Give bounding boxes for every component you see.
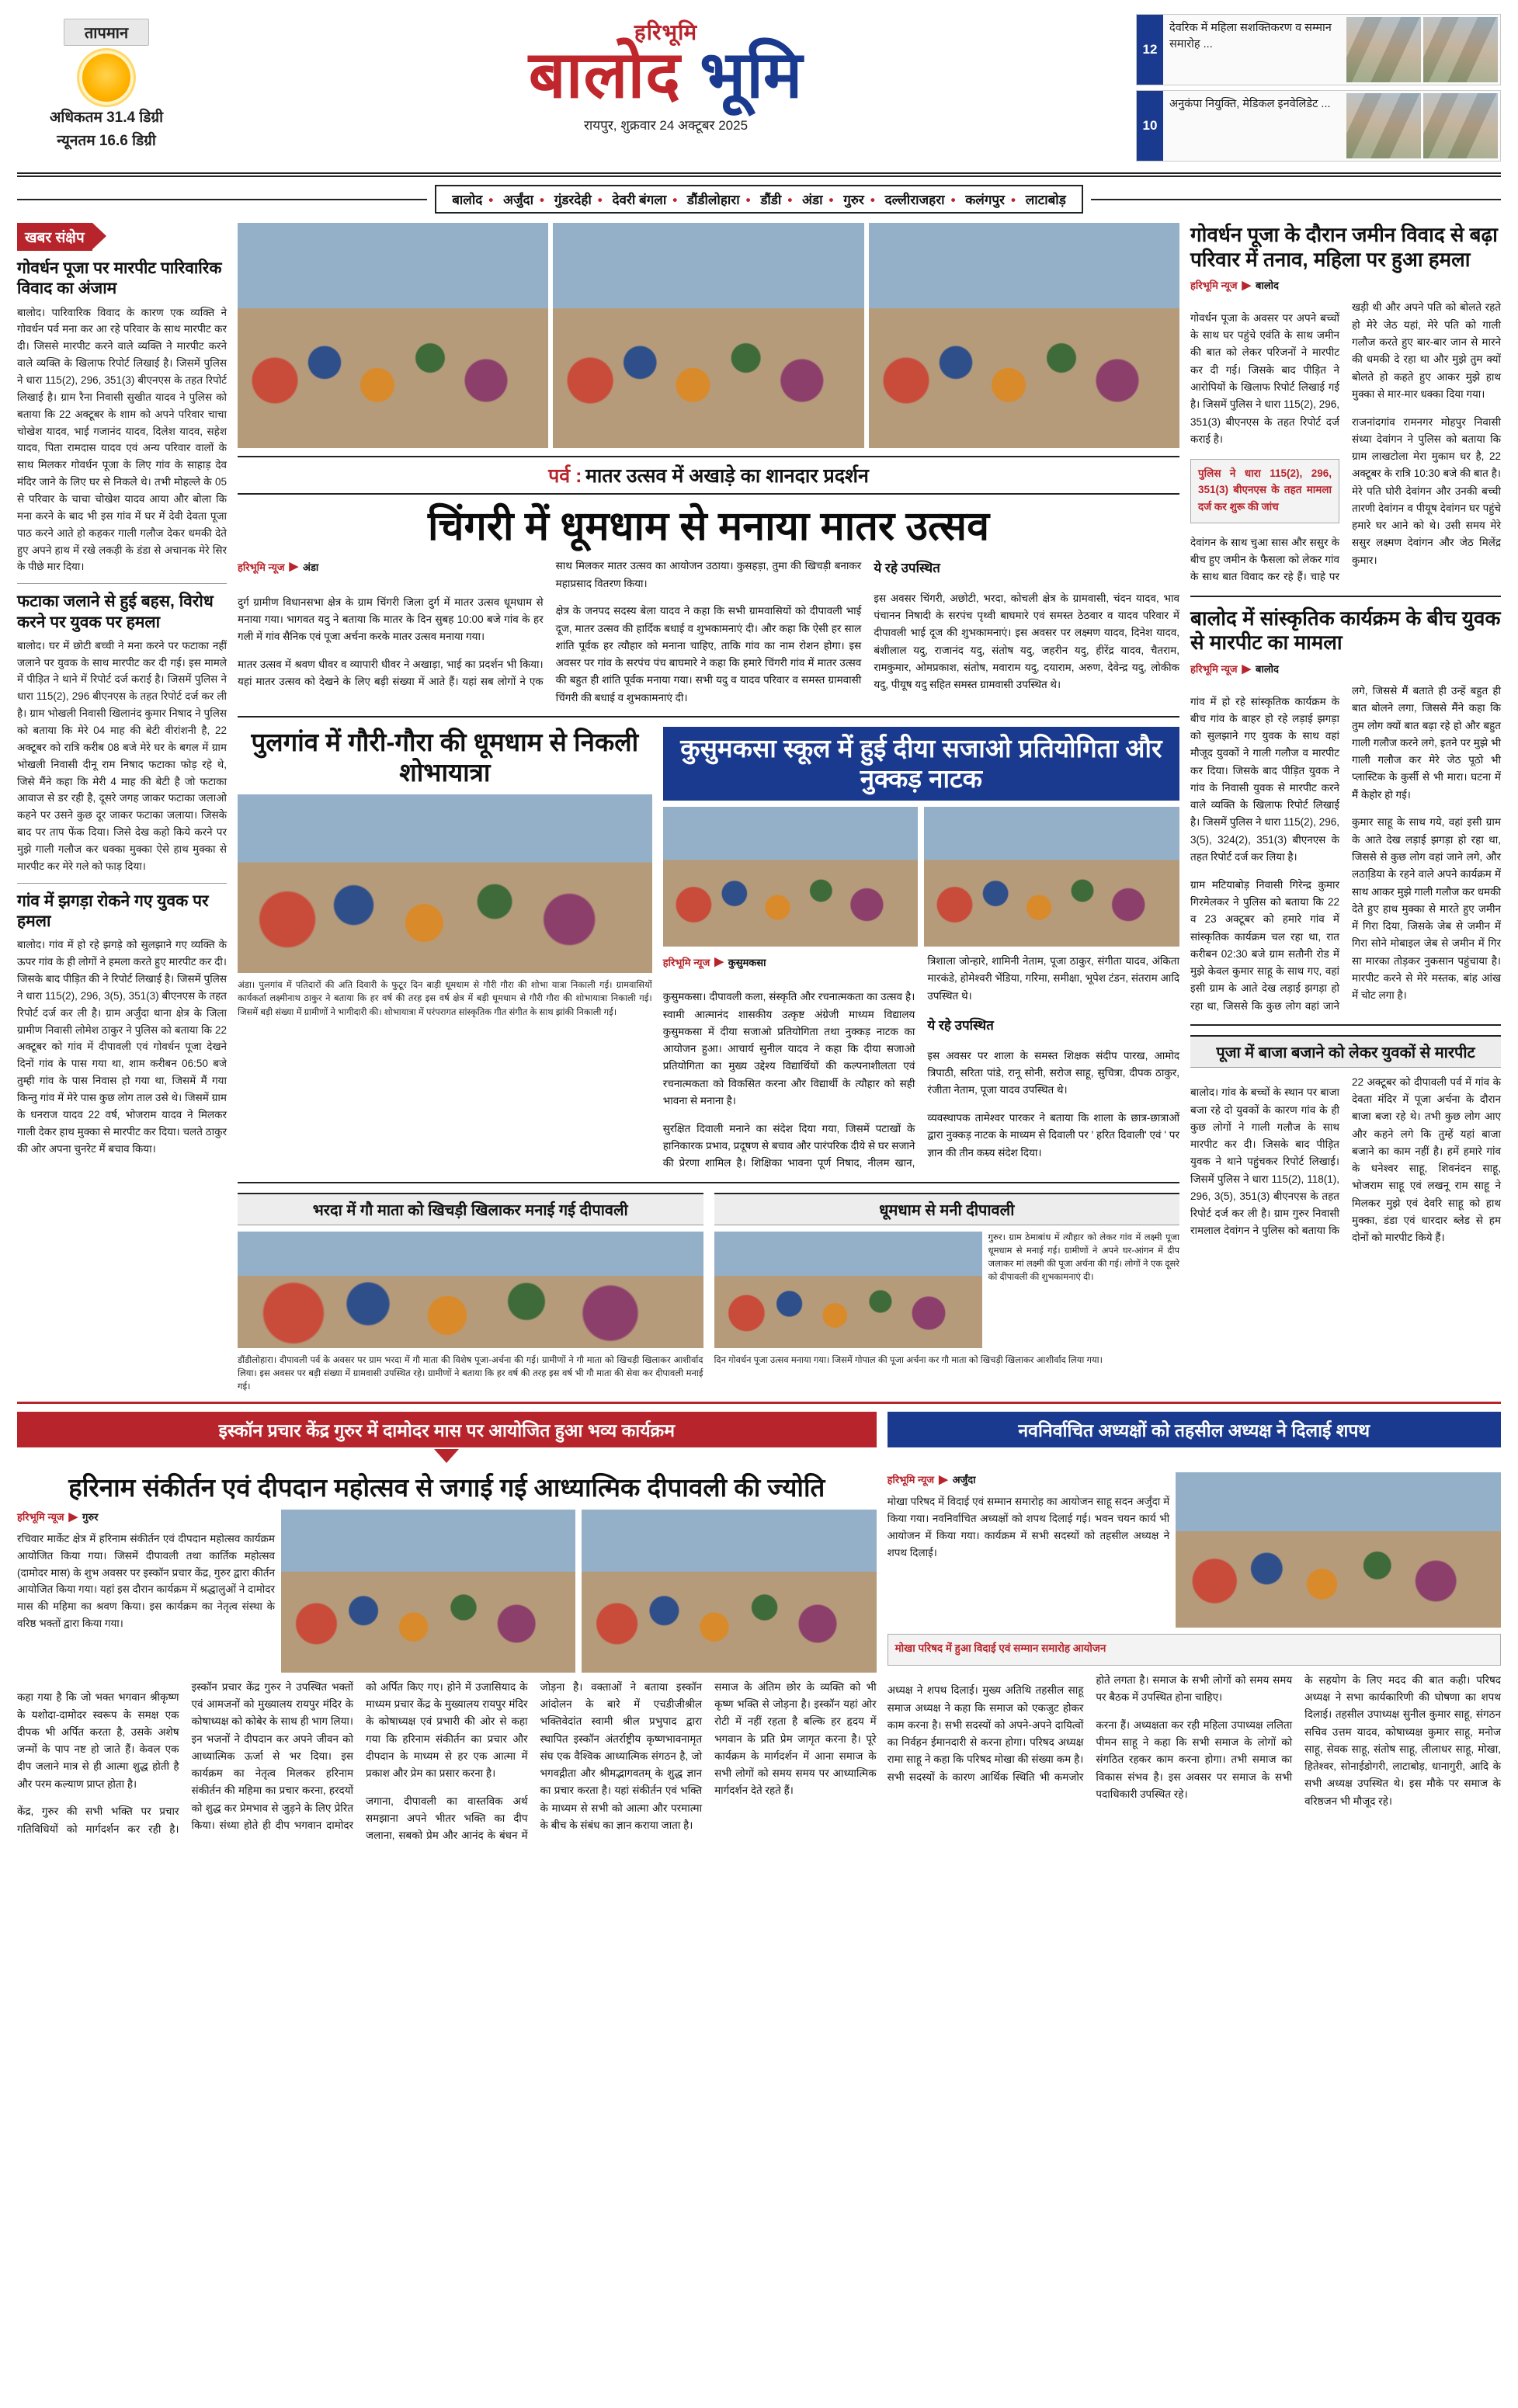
balod-fight-para-1: गांव में हो रहे सांस्कृतिक कार्यक्रम के बीच गांव के बाहर हो रहे लड़ाई झगड़ा को सुलझाने गए युवक के साथ वहां मौजूद युवकों ने गाली गलौज व मारपीट कर दिया। जिसके बाद पीड़ित युवक ने गांव के निवासी युवक से मारपीट करने वाले व्यक्ति के खिलाफ रिपोर्ट लिखाई है। जिसमें पुलिस ने धारा 115(2), 296, 3(5), 324(2), 351(3) बीएनएस के तहत रिपोर्ट दर्ज कर लिया है। bbox=[1190, 695, 1339, 863]
banner-row bbox=[17, 1412, 1501, 1463]
arrow-icon: ▶ bbox=[939, 1473, 948, 1487]
news-brief-tab: खबर संक्षेप bbox=[17, 223, 92, 251]
brief-headline: गोवर्धन पूजा पर मारपीट पारिवारिक विवाद का अंजाम bbox=[17, 259, 222, 298]
harinam-photo bbox=[281, 1510, 575, 1673]
edition-2[interactable]: गुंडरदेही bbox=[554, 193, 592, 207]
divider bbox=[1190, 596, 1501, 597]
oath-para-3: करना हैं। अध्यक्षता कर रही महिला उपाध्यक्ष ललिता पीमन साहू ने कहा कि सभी समाज के लोगों को संगठित रहकर काम करना होगा। तभी समाज का विकास संभव है। इस अवसर पर समाज के सभी पदाधिकारी उपस्थित रहे। bbox=[1096, 1718, 1293, 1800]
edition-0[interactable]: बालोद bbox=[452, 193, 483, 207]
promo-page-number: 12 bbox=[1137, 15, 1163, 85]
bhardi-headline: भरदा में गौ माता को खिचड़ी खिलाकर मनाई गई दीपावली bbox=[238, 1193, 703, 1225]
arrow-icon: ▶ bbox=[1242, 279, 1252, 293]
iskcon-banner: इस्कॉन प्रचार केंद्र गुरुर में दामोदर मास पर आयोजित हुआ भव्य कार्यक्रम bbox=[17, 1412, 877, 1447]
bottom-strip-row bbox=[238, 1193, 1179, 1395]
section-label: पर्व : bbox=[548, 465, 582, 487]
balod-fight-para-2: ग्राम मटियाबोड़ निवासी गिरेन्द्र कुमार गिरमेलकर ने पुलिस को बताया कि 22 व 23 अक्टूबर को हमारे गांव में सांस्कृतिक कार्यक्रम चल रहा था, रात करीबन 02:30 बजे ग्राम सतौनी रोड में मुझे केवल कुमार साहू के साथ गए, वहां इसी ग्राम के आते देख लड़ाई झगड़ा हो रहा था, जिससे कि कुछ लोग वहां जाने लगे, जिससे मैं बताते ही उन्हें बहुत ही बात बोलने लगा, जिससे मैंने कहा कि तुम लोग क्यों बात बढ़ा रहे हो और बहुत गाली गलौज करने लगे, इतने पर मुझे भी गाली गलौज कर मेरे जेठ पूठो भी प्लास्टिक के कुर्सी से भी मारा। घटना में मैं केहोर हो गई। bbox=[1190, 685, 1501, 1012]
byline-brand: हरिभूमि न्यूज bbox=[1190, 280, 1238, 292]
kusumkasa-photo bbox=[663, 807, 919, 947]
oath-photo bbox=[1176, 1472, 1501, 1628]
govardhan-para-2: देवांगन के साथ चुआ सास और ससुर के बीच हुए जमीन के फैसला को लेकर गांव के साथ बात विवाद कर रहे हैं। चाहे पर खड़ी थी और अपने पति को बोलते रहते हो मेरे जेठ यहां, मेरे पति को गाली गलौज करते हुए बार-बार जान से मारने की धमकी दे रहा था और मुझे तुम क्यों बोलते हो कहते हुए आकर मुझे हाथ मुक्का से मार-मार धक्का दिया गया। bbox=[1190, 301, 1501, 583]
page-title bbox=[203, 38, 1128, 111]
byline-place: अर्जुंदा bbox=[952, 1474, 976, 1486]
oath-inset bbox=[888, 1634, 1501, 1666]
pulgaon-headline: पुलगांव में गौरी-गौरा की धूमधाम से निकली शोभायात्रा bbox=[251, 727, 639, 787]
byline bbox=[238, 558, 318, 577]
news-photo bbox=[869, 223, 1179, 448]
right-column bbox=[1190, 223, 1501, 1249]
harinam-photo bbox=[582, 1510, 876, 1673]
dhoomdham-photo-caption: दिन गोवर्धन पूजा उत्सव मनाया गया। जिसमें गोपाल की पूजा अर्चना कर गौ माता को खिचड़ी खिलाकर आशीर्वाद लिया गया। bbox=[714, 1355, 1103, 1365]
mid-stories-row bbox=[238, 727, 1179, 1173]
masthead bbox=[17, 14, 1501, 162]
oath-byline-col bbox=[888, 1472, 1170, 1628]
puja-baja-body bbox=[1190, 1074, 1501, 1249]
byline-place: बालोद bbox=[1256, 663, 1279, 676]
dhoomdham-headline: धूमधाम से मनी दीपावली bbox=[714, 1193, 1180, 1225]
harinam-byline-col bbox=[17, 1510, 275, 1673]
news-brief-column bbox=[17, 223, 227, 1157]
puja-baja-headline: पूजा में बाजा बजाने को लेकर युवकों से मारपीट bbox=[1190, 1035, 1501, 1068]
brief-body: बालोद। गांव में हो रहे झगड़े को सुलझाने गए व्यक्ति के ऊपर गांव के ही लोगों ने हमला करते हुए मारपीट कर दी। जिसके बाद पीड़ित की ने रिपोर्ट लिखाई है। जिसमें पुलिस ने धारा 115(2), 296, 3(5), 351(3) बीएनएस के तहत रिपोर्ट दर्ज कर ली है। ग्राम अर्जुंदा थाना क्षेत्र के जिला ग्रामीण निवासी लोमेश ठाकुर ने पुलिस को बताया कि 22 अक्टूबर को गांव में दीपावली एवं गोवर्धन पूजा देखने दिनों गांव के पास गया था, शाम करीबन 06:50 बजे तुम्ही गांव के पास निवास हो गया था, जिसमें मैं गया किन्तु गांव में मेरे पास कुछ लोग ताल उसे थे। जिसमें ग्राम के धनराज यादव 22 वर्ष, भोजराम यादव ने मिलकर गाली देकर हाथ मुक्का से मारपीट कर दिया। चलते ठाकुर की ओर अपना चुनरेट में बचाव किया। bbox=[17, 939, 227, 1155]
masthead-word-1: बालोद bbox=[528, 38, 681, 111]
rule-right bbox=[1091, 199, 1501, 200]
byline-brand: हरिभूमि न्यूज bbox=[238, 561, 285, 573]
promo-text: देवरिक में महिला सशक्तिकरण व सम्मान समारोह ... bbox=[1169, 22, 1332, 51]
byline-brand: हरिभूमि न्यूज bbox=[17, 1510, 64, 1523]
kusumkasa-photos bbox=[663, 807, 1179, 947]
promo-column bbox=[1136, 14, 1501, 162]
dhoomdham-caption: गुरुर। ग्राम ठेमाबांध में त्यौहार को लेकर गांव में लक्ष्मी पूजा धूमधाम से मनाई गई। ग्रामीणों ने अपने घर-आंगन में दीप जलाकर मां लक्ष्मी की पूजा अर्चना की गई। लोगों ने एक दूसरे को दीपावली की शुभकामनाएं दी। bbox=[988, 1232, 1179, 1283]
divider bbox=[17, 883, 227, 884]
top-photo-row bbox=[238, 223, 1179, 448]
brief-item[interactable] bbox=[17, 259, 227, 575]
edition-10[interactable]: लाटाबोड़ bbox=[1025, 193, 1066, 207]
pulgaon-caption: अंडा। पुलगांव में पतिदाराें की अति दिवारी के फुटूर दिन बाड़ी धूमधाम से गौरी गौरा की शोभा यात्रा निकाली गई। ग्रामवासियों कार्यकर्ता लक्ष्मीनाथ ठाकुर ने बताया कि हर वर्ष की तरह इस वर्ष क्षेत्र में बड़ी धूमधाम से गौरी गौरा की शोभायात्रा निकाली गई। जिसमें बड़ी संख्या में ग्रामीणों ने भागीदारी की। शोभायात्रा में परंपरागत सांस्कृतिक गीत संगीत के साथ झांकी निकाली गई। bbox=[238, 981, 652, 1017]
news-photo bbox=[238, 223, 548, 448]
arrow-icon: ▶ bbox=[289, 560, 299, 574]
inset-title: मोखा परिषद में हुआ विदाई एवं सम्मान समारोह आयोजन bbox=[894, 1642, 1106, 1655]
story-kusumkasa[interactable] bbox=[663, 727, 1179, 1173]
arrow-icon: ▶ bbox=[714, 955, 724, 969]
iskcon-banner-wrap bbox=[17, 1412, 877, 1463]
kusumkasa-subhead: ये रहे उपस्थित bbox=[927, 1018, 994, 1034]
dhoomdham-content bbox=[714, 1232, 1180, 1348]
byline bbox=[17, 1510, 98, 1524]
story-harinam[interactable] bbox=[17, 1472, 877, 1844]
lead-para-1: दुर्ग ग्रामीण विधानसभा क्षेत्र के ग्राम चिंगरी जिला दुर्ग में मातर उत्सव धूमधाम से मनाया गया। भागवत यदु ने बताया कि मातर के दिन सुबह 10:00 बजे गांव के हर गली में गांव सैनिक एवं पूजा अर्चना करके मातर उत्सव मनाया गया। bbox=[238, 596, 544, 643]
oath-para-1: मोखा परिषद में विदाई एवं सम्मान समारोह का आयोजन साहू सदन अर्जुंदा में किया गया। नवनिर्वाचित अध्यक्षों को शपथ दिलाई गई। भवन चयन कार्य भी आयोजन में किया गया। कार्यक्रम में सभी सदस्यों को तहसील अध्यक्ष ने शपथ दिलाई। bbox=[887, 1496, 1170, 1558]
brief-headline: फटाका जलाने से हुई बहस, विरोध करने पर युवक पर हमला bbox=[17, 592, 214, 631]
harinam-para-1: रचिवार मार्केट क्षेत्र में हरिनाम संकीर्तन एवं दीपदान महोत्सव कार्यक्रम आयोजित किया गया। जिसमें दीपावली तथा कार्तिक महोत्सव (दामोदर मास) के शुभ अवसर पर इस्कॉन प्रचार केंद्र, गुरुर द्वारा कीर्तन आयोजित किया गया। यहां इस दौरान कार्यक्रम में श्रद्धालुओं ने दामोदर मास की महिमा का श्रवण किया। इस कार्यक्रम का नेतृत्व संस्था के वरिष्ठ भक्तों द्वारा किया गया। bbox=[17, 1532, 275, 1630]
puja-baja-para: बालोद। गांव के बच्चों के स्थान पर बाजा बजा रहे दो युवकों के कारण गांव के ही कुछ लोगों ने गाली गलौज के साथ मारपीट कर दी। जिसके बाद पीड़ित युवक ने थाने पहुंचकर रिपोर्ट लिखाई। जिसमें पुलिस ने धारा 115(2), 118(1), 296, 3(5), 351(3) बीएनएस के तहत रिपोर्ट दर्ज कर ली है। ग्राम गुरुर निवासी रामलाल देवांगन ने पुलिस को बताया कि 22 अक्टूबर को दीपावली पर्व में गांव के देवता मंदिर में पूजा अर्चना के दौरान बाजा बजा रहे थे। तभी कुछ लोग आए और कहने लगे कि तुम्हें यहां बाजा बजाने का काम नहीं है। हमें हमारे गांव के धनेश्वर साहू, शिवनंदन साहू, भोजराम साहू एवं लखनू राम साहू ने मिलकर मुझे एवं देवरि साहू को हाथ मुक्का, डंडा एवं धारदार ब्लेड से हम दोनों को मारपीट किये हैं। bbox=[1190, 1075, 1501, 1244]
arrow-icon: ▶ bbox=[68, 1510, 78, 1524]
inset-title: पुलिस ने धारा 115(2), 296, 351(3) बीएनएस के तहत मामला दर्ज कर शुरू की जांच bbox=[1198, 467, 1332, 513]
section-text: मातर उत्सव में अखाड़े का शानदार प्रदर्शन bbox=[585, 465, 869, 487]
govardhan-headline: गोवर्धन पूजा के दौरान जमीन विवाद से बढ़ा परिवार में तनाव, महिला पर हुआ हमला bbox=[1190, 223, 1498, 271]
kusumkasa-para-2: सुरक्षित दिवाली मनाने का संदेश दिया गया, जिसमें पटाखों के हानिकारक प्रभाव, प्रदूषण से बचाव और पारंपरिक दीये से घर सजाने की प्रेरणा शामिल है। शिक्षिका भावना पूर्ण निषाद, नीलम खान, त्रिशाला जोन्हारे, शामिनी नेताम, पूजा ठाकुर, संगीता यादव, अंकिता मारकंडे, होमेश्वरी भेंडिया, गरिमा, समीक्षा, भूपेश टंडन, संतराम आदि उपस्थित थे। bbox=[662, 955, 1179, 1169]
balod-fight-body bbox=[1190, 683, 1501, 1015]
kusumkasa-para-3: इस अवसर पर शाला के समस्त शिक्षक संदीप पारख, आमोद त्रिपाठी, सरिता पांडे, रानू सोनी, सरोज साहू, सुचित्रा, दीपक ठाकुर, रंजीता नेताम, पूजा यादव उपस्थित थे। bbox=[927, 1049, 1179, 1096]
balod-fight-headline: बालोद में सांस्कृतिक कार्यक्रम के बीच युवक से मारपीट का मामला bbox=[1190, 606, 1501, 655]
oath-para-2: अध्यक्ष ने शपथ दिलाई। मुख्य अतिथि तहसील साहू समाज अध्यक्ष ने कहा कि समाज को एकजुट होकर काम करना है। सभी सदस्यों को अपने-अपने दायित्वों का निर्वहन ईमानदारी से करना होगा। परिषद अध्यक्ष रामा साहू ने कहा कि परिषद मोखा की संख्या कम है। सभी सदस्यों के कारण आर्थिक स्थिति भी कमजोर होते लगता है। समाज के सभी लोगों को समय समय पर बैठक में उपस्थित होना चाहिए। bbox=[887, 1673, 1293, 1783]
temperature-label: तापमान bbox=[64, 19, 149, 46]
edition-7[interactable]: गुरुर bbox=[843, 193, 864, 207]
harinam-para-4: जगाना, दीपावली का वास्तविक अर्थ समझाना अपने भीतर भक्ति का दीप जलाना, सबको प्रेम और आनंद के बंधन में जोड़ना है। वक्ताओं ने बताया इस्कॉन आंदोलन के बारे में एचडीजीश्रील भक्तिवेदांत स्वामी श्रील प्रभुपाद द्वारा स्थापित इस्कॉन अंतर्राष्ट्रीय कृष्णभावनामृत संघ एक वैश्विक आध्यात्मिक संगठन है, जो भगवद्गीता और श्रीमद्भागवतम् के शुद्ध ज्ञान का प्रचार करता है। यहां संकीर्तन एवं भक्ति के माध्यम से सभी को आत्मा और परमात्मा के बीच के संबंध का ज्ञान कराया जाता है। bbox=[366, 1680, 703, 1842]
edition-strip bbox=[17, 185, 1501, 214]
bhardi-caption: डौंडीलोहारा। दीपावली पर्व के अवसर पर ग्राम भरदा में गौ माता की विशेष पूजा-अर्चना की गई। ग्रामीणों ने गौ माता को खिचड़ी खिलाकर आशीर्वाद लिया। इस अवसर पर बड़ी संख्या में ग्रामवासी उपस्थित रहे। ग्रामीणों ने बताया कि हर वर्ष की तरह इस वर्ष भी गौ माता की सेवा कर दीपावली मनाई गई। bbox=[238, 1355, 703, 1392]
harinam-para-2: कहा गया है कि जो भक्त भगवान श्रीकृष्ण के यशोदा-दामोदर स्वरूप के समक्ष एक दीपक भी अर्पित करता है, उसके अशेष जन्मों के पाप नष्ट हो जाते हैं। केवल एक दीप जलाने मात्र से ही आत्मा शुद्ध होती है और परम कल्याण प्राप्त होता है। bbox=[17, 1691, 179, 1790]
dateline: रायपुर, शुक्रवार 24 अक्टूबर 2025 bbox=[583, 117, 749, 133]
govardhan-body bbox=[1190, 299, 1501, 585]
lead-body bbox=[238, 558, 1179, 707]
oath-body bbox=[888, 1672, 1501, 1810]
byline-brand: हरिभूमि न्यूज bbox=[662, 956, 710, 968]
dhoomdham-photo bbox=[714, 1232, 982, 1348]
triangle-icon bbox=[434, 1449, 459, 1463]
byline bbox=[1190, 278, 1279, 292]
edition-6[interactable]: अंडा bbox=[802, 193, 823, 207]
harinam-para-5: समाज के अंतिम छोर के व्यक्ति को भी कृष्ण भक्ति से जोड़ना है। इस्कॉन यहां ओर रोटी में नहीं रहता है बल्कि हर हृदय में भगवान के प्रति प्रेम जागृत करना है। पूरे कार्यक्रम के मार्गदर्शन में आना समाज के सभी लोगों को समय समय पर आध्यात्मिक मार्गदर्शन देते रहते हैं। bbox=[714, 1680, 877, 1797]
news-photo bbox=[553, 223, 863, 448]
harinam-headline: हरिनाम संकीर्तन एवं दीपदान महोत्सव से जगाई गई आध्यात्मिक दीपावली की ज्योति bbox=[68, 1473, 825, 1503]
promo-item[interactable] bbox=[1136, 90, 1501, 162]
kusumkasa-para-4: व्यवस्थापक तामेश्वर पारकर ने बताया कि शाला के छात्र-छात्राओं द्वारा नुक्कड़ नाटक के माध्यम से दिवाली पर ' हरित दिवाली' एवं ' पर ज्ञान की तीन कम्र्य संदेश दिया। bbox=[927, 1112, 1179, 1159]
promo-photo bbox=[1423, 93, 1498, 158]
brief-body: बालोद। घर में छोटी बच्ची ने मना करने पर फटाका नहीं जलाने पर युवक के साथ मारपीट कर दी गई। इस मामले में पीड़ित ने थाने में रिपोर्ट दर्ज कराई है। जिसमें पुलिस ने धारा 115(2), 296 बीएनएस के तहत रिपोर्ट दर्ज कर ली है। ग्राम भोखली निवासी खिलानंद कुमार निषाद ने पुलिस को बताया कि मेरे 04 माह की बेटी वीरांशनी है, 22 अक्टूबर को रात्रि करीब 08 बजे मेरे घर के बगल में ग्राम भोखली निवासी दीनू राम निषाद फटाका फोड़ रहे थे, जिसे मैंने कहा कि मेरी 4 माह की बेटी है जो फटाका आवाज से डर रही है, दूसरे जगह जाकर फटाका जलाओ कहने पर उसने कुछ दूर जाकर फटाका जलाया। जिसके बाद पर ताप फेंक दिया। जिसे देख कहो किये करने पर मुझे गाली गलौज कर धक्का मुक्का ऐसे हाथ मुक्का से मारपीट कर मेरे गले को फाड़ दिया। bbox=[17, 639, 227, 872]
kusumkasa-headline: कुसुमकसा स्कूल में हुई दीया सजाओ प्रतियोगिता और नुक्कड़ नाटक bbox=[663, 727, 1179, 801]
publisher-name: हरिभूमि bbox=[634, 20, 698, 44]
masthead-word-2: भूमि bbox=[700, 38, 804, 111]
main-grid bbox=[17, 223, 1501, 1394]
oath-banner: नवनिर्वाचित अध्यक्षों को तहसील अध्यक्ष ने दिलाई शपथ bbox=[888, 1412, 1501, 1447]
story-oath[interactable] bbox=[888, 1472, 1501, 1844]
byline bbox=[663, 953, 766, 972]
kusumkasa-para-1: कुसुमकसा। दीपावली कला, संस्कृति और रचनात्मकता का उत्सव है। स्वामी आत्मानंद शासकीय उत्कृष्ट अंग्रेजी माध्यम विद्यालय कुसुमकसा में दीया सजाओ प्रतियोगिता तथा नुक्कड़ नाटक का आयोजन हुआ। आचार्य सुनील यादव ने कहा कि दीया सजाओ प्रतियोगिता का मुख्य उद्देश्य विद्यार्थियों की कल्पनाशीलता एवं रचनात्मकता को विकसित करना और विद्यार्थी के त्यौहार को सही भावना से मनाना है। bbox=[662, 991, 915, 1107]
edition-list: बालोद • अर्जुंदा • गुंडरदेही • देवरी बंगला • डौंडीलोहारा • डौंडी • अंडा • गुरुर • दल्लीराजहरा • कलंगपुर • लाटाबोड़ bbox=[435, 185, 1083, 214]
edition-9[interactable]: कलंगपुर bbox=[965, 193, 1006, 207]
byline-brand: हरिभूमि न्यूज bbox=[1190, 663, 1238, 676]
story-dhoomdham[interactable] bbox=[714, 1193, 1180, 1395]
divider bbox=[238, 716, 1179, 718]
edition-4[interactable]: डौंडीलोहारा bbox=[686, 193, 740, 207]
edition-3[interactable]: देवरी बंगला bbox=[612, 193, 667, 207]
sun-icon bbox=[82, 54, 130, 102]
pulgaon-photo bbox=[238, 794, 652, 973]
oath-para-4: के सहयोग के लिए मदद की बात कही। परिषद अध्यक्ष ने सभा कार्यकारिणी की घोषणा का शपथ दिलाई। तहसील उपाध्यक्ष सुनील कुमार साहू, संगठन सचिव उत्तम यादव, कोषाध्यक्ष कुमार साहू, मनोज साहू, सेवक साहू, संतोष साहू, लीलाधर साहू, मोखा, हितेश्वर, सोनाईडोगरी, लाटाबोड़, धानागुरी, आदि के सभी अध्यक्ष उपस्थित थे। इस मौके पर समाज के वरिष्ठजन भी मौजूद रहे। bbox=[1304, 1673, 1501, 1807]
temperature-box bbox=[17, 14, 196, 153]
promo-photo bbox=[1346, 17, 1421, 82]
edition-1[interactable]: अर्जुंदा bbox=[502, 193, 533, 207]
rule-left bbox=[17, 199, 427, 200]
promo-images bbox=[1344, 15, 1500, 85]
divider bbox=[17, 583, 227, 584]
divider bbox=[238, 1182, 1179, 1183]
edition-8[interactable]: दल्लीराजहरा bbox=[884, 193, 945, 207]
byline-place: अंडा bbox=[303, 561, 319, 573]
brief-body: बालोद। पारिवारिक विवाद के कारण एक व्यक्ति ने गोवर्धन पर्व मना कर आ रहे परिवार के साथ मारपीट कर दी। जिससे मारपीट करने वाले व्यक्ति ने मारपीट करने वाले व्यक्ति के खिलाफ रिपोर्ट लिखाई है। जिसमें पुलिस ने धारा 115(2), 296, 351(3) बीएनएस के तहत रिपोर्ट लिखाई है। ग्राम रैना निवासी सुखीत यादव ने पुलिस को बताया कि 22 अक्टूबर के शाम को अपने परिवार चाचा चोखेश यादव, भाई गजानंद यादव, दिलेश यादव, सहेश यादव, पिता रामदास यादव एवं अन्य परिवार वालों के साथ मिलकर गोवर्धन पूजा के लिए गांव के साहाड़ देव मंदिर जाने के लिए घर से निकले थे। तभी मोहल्ले के 05 से परिवार के चाचा चोखेश यादव आया और बोला कि मना करने के बाद भी इस गांव में घर में देवी देवता पूजा पाठ करने आते हो कहकर गाली गलौज देकर धमकी देते हुए अपने हाथ में रखे लकड़ी के डंडा से अचानक मेरे सिर के पीछे मार दिया। bbox=[17, 306, 227, 573]
center-column bbox=[238, 223, 1179, 1394]
lead-para-4: इस अवसर चिंगरी, अछोटी, भरदा, कोचली क्षेत्र के ग्रामवासी, चंदन यादव, भाव पंचानन निषादी के सरपंच पृथ्वी बाघमारे एवं समस्त ठेठवार व यादव परिवार में दीपावली भाई दूज की शुभकामनाएं। इस अवसर पर लक्ष्मण यादव, दिनेश यादव, बंशीलाल यदु, राजानंद यदु, संतोष यदु, जहरीन यदु, हीरेंद्र यादव, चैतराम, रामकुमार, ओमप्रकाश, संतोष, मवाराम यदु, दयाराम, अरुण, देवेन्द्र यदु, लोकीक यदु, पीयूष यदु सहित समस्त ग्रामवासी उपस्थित थे। bbox=[874, 592, 1179, 691]
harinam-top bbox=[17, 1510, 877, 1673]
byline bbox=[1190, 662, 1279, 676]
oath-top bbox=[888, 1472, 1501, 1628]
byline-place: बालोद bbox=[1256, 280, 1279, 292]
title-block bbox=[203, 14, 1128, 134]
promo-text: अनुकंपा नियुक्ति, मेडिकल इनवेलिडेट ... bbox=[1169, 98, 1331, 110]
promo-photo bbox=[1423, 17, 1498, 82]
byline bbox=[888, 1472, 976, 1486]
promo-item[interactable] bbox=[1136, 14, 1501, 85]
temperature-min: न्यूनतम 16.6 डिग्री bbox=[57, 133, 156, 149]
byline-place: गुरुर bbox=[82, 1510, 99, 1523]
lead-subhead: ये रहे उपस्थित bbox=[874, 561, 940, 576]
bottom-grid bbox=[17, 1472, 1501, 1844]
byline-place: कुसुमकसा bbox=[728, 956, 766, 968]
govardhan-inset bbox=[1190, 459, 1339, 524]
byline-brand: हरिभूमि न्यूज bbox=[887, 1474, 935, 1486]
kusumkasa-body bbox=[663, 953, 1179, 1172]
promo-page-number: 10 bbox=[1137, 91, 1163, 161]
oath-banner-wrap bbox=[888, 1412, 1501, 1463]
balod-fight-para-3: कुमार साहू के साथ गये, वहां इसी ग्राम के आते देख लड़ाई झगड़ा हो रहा था, जिससे से कुछ लोग वहां जाने लगे, और लठाडि़या के रहने वाले अपने कार्यक्रम में साथ आकर मुझे गाली गलौज कर धमकी देते हुए हाथ मुक्का से मारते हुए जमीन में गिरा दिया, जिसके जेब से जमीन में गिरा सोने मोबाइल जेब से जमीन में गिर सा मारका तोड़कर नुकसान पहुंचाया है। मारपीट करने से मेरे मस्तक, बांह आंख में चोट लगा है। bbox=[1352, 816, 1501, 1002]
temperature-max: अधिकतम 31.4 डिग्री bbox=[49, 109, 164, 126]
brief-item[interactable] bbox=[17, 592, 227, 875]
promo-photo bbox=[1346, 93, 1421, 158]
harinam-para-3: केंद्र, गुरुर की सभी भक्ति पर प्रचार गतिविधियों को मार्गदर्शन कर रही है। इस्कॉन प्रचार केंद्र गुरुर ने उपस्थित भक्तों एवं आमजनों को मुख्यालय रायपुर मंदिर के कोषाध्यक्ष को कोबेर के साथ ही भाग लिया। इन भजनों ने दीपदान कर अपने जीवन को आध्यात्मिक ऊर्जा से भर दिया। इस कार्यक्रम का नेतृत्व मिलकर हरिनाम संकीर्तन की महिमा का प्रचार करना, हरदयों को शुद्ध कर प्रेमभाव से जुड़ने के लिए प्रेरित किया। संध्या होते ही दीप भगवान दामोदर को अर्पित किए गए। होने में उजासियाद के माध्यम प्रचार केंद्र के मुख्यालय रायपुर मंदिर के कोषाध्यक्ष एवं प्रभारी की ओर से कहा गया कि हरिनाम संकीर्तन का प्रचार और दीपदान के माध्यम से हर एक आत्मा में प्रकाश और प्रेम का प्रसार करना है। bbox=[17, 1680, 528, 1835]
govardhan-para-3: राजनांदगांव रामनगर मोहपुर निवासी संध्या देवांगन ने पुलिस को बताया कि ग्राम लाखटोला मेरा मुकाम घर है, 22 अक्टूबर के रात्रि 10:30 बजे की बात है। मेरे पति घोरी देवांगन और उनकी बच्ची तारणी देवांगन व पीयूष देवांगन घर पहुंचे हमारे घर आने को थे। उसी समय मेरे ससुर लक्ष्मण देवांगन और जेठ मिलेंद्र कुमार। bbox=[1352, 415, 1501, 566]
edition-5[interactable]: डौंडी bbox=[760, 193, 782, 207]
brief-headline: गांव में झगड़ा रोकने गए युवक पर हमला bbox=[17, 891, 209, 931]
govardhan-para-1: गोवर्धन पूजा के अवसर पर अपने बच्चों के साथ घर पहुंचे एवंति के साथ जमीन की बात को लेकर परिजनों ने मारपीट कर दी गई। जिसके बाद पीड़ित ने आरोपियों के खिलाफ रिपोर्ट लिखाई गई है। जिसमें पुलिस ने धारा 115(2), 296, 351(3) बीएनएस के तहत रिपोर्ट दर्ज कराई है। bbox=[1190, 311, 1339, 445]
brief-item[interactable] bbox=[17, 891, 227, 1158]
arrow-icon: ▶ bbox=[1242, 662, 1252, 676]
harinam-body bbox=[17, 1679, 877, 1845]
promo-images bbox=[1344, 91, 1500, 161]
kusumkasa-photo bbox=[924, 807, 1179, 947]
story-bhardi[interactable] bbox=[238, 1193, 703, 1395]
lead-para-2: मातर उत्सव में श्रवण धीवर व व्यापारी धीवर ने अखाड़ा, भाई का प्रदर्शन भी किया। यहां मातर उत्सव को देखने के लिए बड़ी संख्या में आते हैं। यहां सब लोगों ने एक साथ मिलकर मातर उत्सव का आयोजन उठाया। कुसहड़ा, तुमा की खिचड़ी बनाकर महाप्रसाद वितरण किया। bbox=[238, 560, 862, 688]
masthead-divider bbox=[17, 172, 1501, 177]
lead-headline: चिंगरी में धूमधाम से मनाया मातर उत्सव bbox=[427, 504, 989, 549]
lead-para-3: क्षेत्र के जनपद सदस्य बेला यादव ने कहा कि सभी ग्रामवासियों को दीपावली भाई दूज, मातर उत्सव की हार्दिक बधाई व शुभकामनाएं दी। और कहा कि ऐसी हर साल शांति पूर्वक हर त्यौहार को मनाना चाहिए, ताकि गांव का नाम रोशन होगा। इस अवसर पर गांव के सरपंच पंच बाघमारे ने कहा कि हमारे चिंगरी गांव में मातर उत्सव की बहुत ही शांति पूर्वक मनाया गया। सभी यदु व यादव परिवार व समस्त ग्रामवासी चिंगरी की बधाई व शुभकामनाएं दी। bbox=[555, 605, 862, 704]
divider bbox=[1190, 1024, 1501, 1026]
divider bbox=[17, 1402, 1501, 1404]
bhardi-photo bbox=[238, 1232, 703, 1348]
lead-section-bar bbox=[238, 456, 1179, 495]
story-pulgaon[interactable] bbox=[238, 727, 652, 1173]
